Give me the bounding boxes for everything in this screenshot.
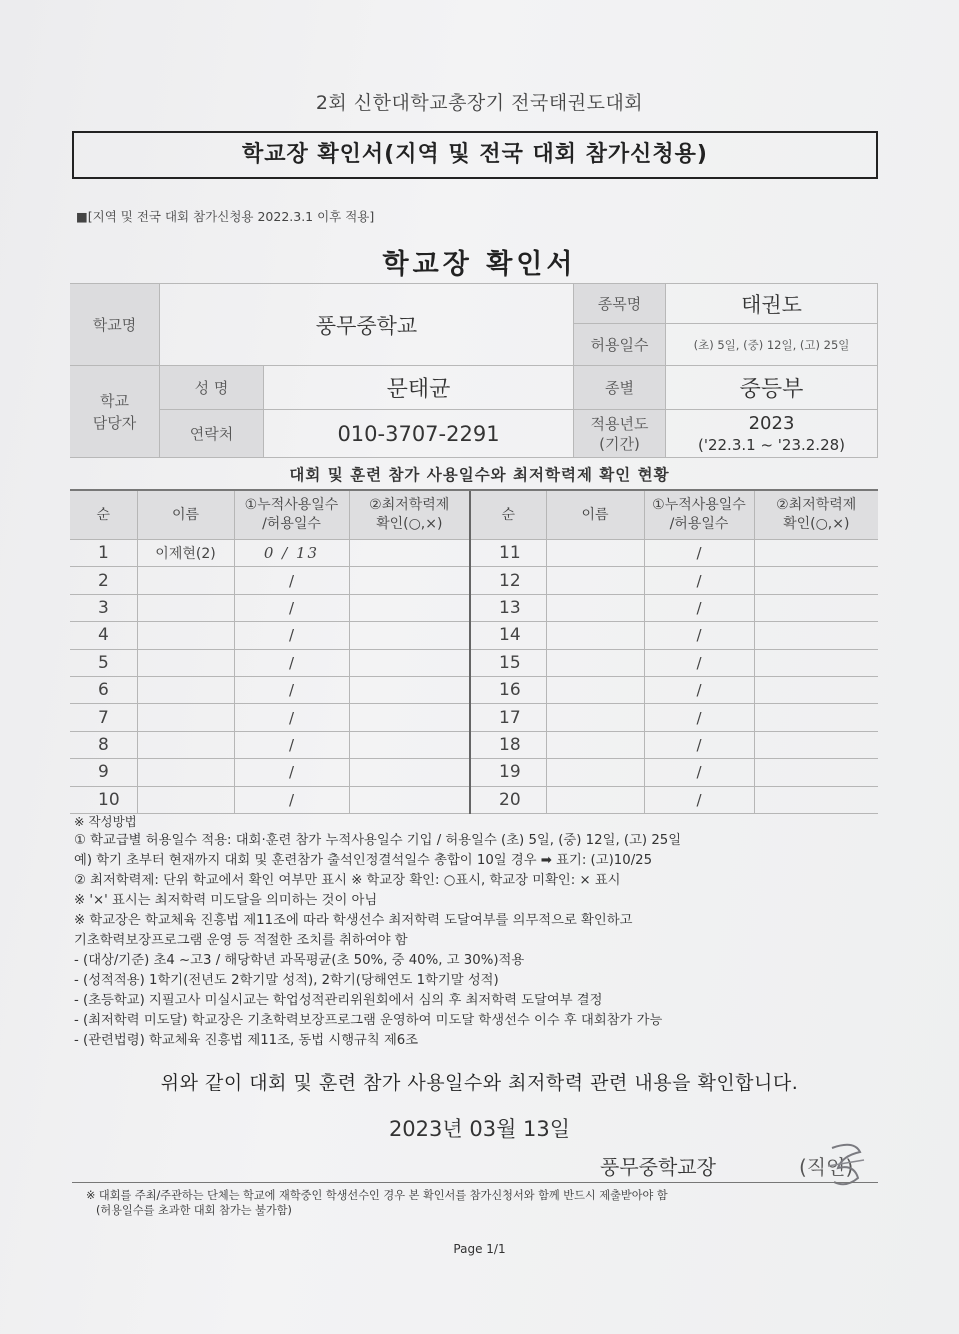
days-cell: /	[234, 704, 349, 731]
applicability-note: ■[지역 및 전국 대회 참가신청용 2022.3.1 이후 적용]	[76, 209, 375, 224]
no-cell: 12	[470, 567, 546, 594]
manager-label: 학교 담당자	[70, 366, 160, 458]
name-cell	[546, 540, 644, 567]
no-cell: 8	[70, 731, 137, 758]
status-section-title: 대회 및 훈련 참가 사용일수와 최저학력제 확인 현황	[289, 466, 670, 484]
days-cell: /	[234, 594, 349, 621]
category-value: 중등부	[666, 366, 878, 410]
name-cell	[137, 622, 234, 649]
footer-divider	[72, 1182, 878, 1183]
table-row	[70, 567, 878, 594]
applicable-year-label: 적용년도 (기간)	[574, 410, 666, 458]
check-cell	[754, 567, 878, 594]
no-cell: 9	[70, 759, 137, 786]
name-cell	[546, 759, 644, 786]
document-title: 학교장 확인서	[382, 249, 577, 280]
allowed-days-label: 허용일수	[574, 324, 666, 366]
instruction-line: 기초학력보장프로그램 운영 등 적절한 조치를 취하여야 함	[74, 933, 408, 948]
table-row	[70, 540, 878, 567]
name-cell	[137, 649, 234, 676]
name-cell	[546, 622, 644, 649]
check-cell	[754, 704, 878, 731]
table-row	[70, 594, 878, 621]
name-cell	[137, 567, 234, 594]
sport-label: 종목명	[574, 284, 666, 324]
name-cell: 이제현(2)	[137, 540, 234, 567]
check-cell	[349, 704, 470, 731]
days-cell: /	[644, 704, 754, 731]
check-cell	[754, 649, 878, 676]
sport-value: 태권도	[666, 284, 878, 324]
table-row	[70, 759, 878, 786]
instruction-line: ※ 작성방법	[74, 814, 137, 829]
col-no-left: 순	[70, 491, 137, 540]
days-cell: /	[234, 567, 349, 594]
col-name-left: 이름	[137, 491, 234, 540]
check-cell	[349, 759, 470, 786]
no-cell: 6	[70, 676, 137, 703]
name-cell	[546, 594, 644, 621]
days-cell: /	[644, 567, 754, 594]
no-cell: 7	[70, 704, 137, 731]
official-seal-label: (직인)	[799, 1155, 854, 1179]
table-row	[70, 622, 878, 649]
check-cell	[349, 649, 470, 676]
check-cell	[754, 540, 878, 567]
check-cell	[349, 676, 470, 703]
days-cell: /	[234, 676, 349, 703]
footnote-line-1: ※ 대회를 주최/주관하는 단체는 학교에 재학중인 학생선수인 경우 본 확인서를 참가신청서와 함께 반드시 제출받아야 함	[86, 1189, 668, 1202]
applicable-period-value: ('22.3.1 ~ '23.2.28)	[697, 435, 846, 454]
check-cell	[754, 594, 878, 621]
name-cell	[546, 704, 644, 731]
principal-title: 풍무중학교장	[600, 1155, 716, 1179]
table-row	[70, 704, 878, 731]
contact-value: 010-3707-2291	[264, 410, 574, 458]
issue-date: 2023년 03월 13일	[388, 1117, 571, 1141]
no-cell: 3	[70, 594, 137, 621]
name-cell	[546, 786, 644, 813]
check-cell	[754, 622, 878, 649]
event-title: 2회 신한대학교총장기 전국태권도대회	[315, 92, 644, 114]
days-cell: /	[234, 786, 349, 813]
name-cell	[137, 786, 234, 813]
name-cell	[546, 731, 644, 758]
instruction-line: - (초등학교) 지필고사 미실시교는 학업성적관리위원회에서 심의 후 최저학력 도달여부 결정	[74, 993, 603, 1008]
no-cell: 10	[70, 786, 137, 813]
check-cell	[349, 786, 470, 813]
table-header-row	[70, 491, 878, 540]
instruction-line: - (최저학력 미도달) 학교장은 기초학력보장프로그램 운영하여 미도달 학생선수 이수 후 대회참가 가능	[74, 1013, 663, 1028]
table-row	[70, 649, 878, 676]
instruction-line: ※ '×' 표시는 최저학력 미도달을 의미하는 것이 아님	[74, 893, 378, 908]
check-cell	[349, 540, 470, 567]
contact-label: 연락처	[160, 410, 264, 458]
table-row	[70, 786, 878, 813]
check-cell	[349, 594, 470, 621]
form-title-box: 학교장 확인서(지역 및 전국 대회 참가신청용)	[72, 131, 878, 179]
school-label: 학교명	[70, 284, 160, 366]
name-cell	[546, 567, 644, 594]
applicable-year-cell	[666, 410, 878, 458]
category-label: 종별	[574, 366, 666, 410]
check-cell	[349, 567, 470, 594]
check-cell	[349, 622, 470, 649]
days-cell: /	[234, 759, 349, 786]
name-cell	[546, 649, 644, 676]
name-cell	[137, 731, 234, 758]
applicable-year-value: 2023	[748, 412, 795, 434]
days-cell: /	[644, 786, 754, 813]
days-cell: 0 / 13	[234, 540, 349, 567]
no-cell: 4	[70, 622, 137, 649]
days-cell: /	[644, 676, 754, 703]
instruction-line: ② 최저학력제: 단위 학교에서 확인 여부만 표시 ※ 학교장 확인: ○표시, 학교장 미확인: × 표시	[74, 873, 621, 888]
no-cell: 20	[470, 786, 546, 813]
instruction-line: - (대상/기준) 초4 ~고3 / 해당학년 과목평균(초 50%, 중 40%, 고 30%)적용	[74, 953, 525, 968]
participation-table	[70, 489, 878, 814]
manager-name-value: 문태균	[264, 366, 574, 410]
days-cell: /	[644, 594, 754, 621]
name-cell	[137, 676, 234, 703]
no-cell: 5	[70, 649, 137, 676]
name-cell	[137, 759, 234, 786]
col-days-right: ①누적사용일수 /허용일수	[644, 491, 754, 540]
days-cell: /	[234, 622, 349, 649]
confirmation-statement: 위와 같이 대회 및 훈련 참가 사용일수와 최저학력 관련 내용을 확인합니다.	[160, 1072, 799, 1094]
check-cell	[754, 786, 878, 813]
days-cell: /	[644, 622, 754, 649]
no-cell: 1	[70, 540, 137, 567]
allowed-days-value: (초) 5일, (중) 12일, (고) 25일	[666, 324, 878, 366]
col-check-left: ②최저학력제 확인(○,×)	[349, 491, 470, 540]
days-cell: /	[234, 649, 349, 676]
footnote-line-2: (허용일수를 초과한 대회 참가는 불가함)	[96, 1204, 292, 1217]
name-cell	[137, 704, 234, 731]
page-number: Page 1/1	[453, 1242, 506, 1256]
submission-footnote	[86, 1188, 876, 1218]
instruction-line: - (성적적용) 1학기(전년도 2학기말 성적), 2학기(당해연도 1학기말 성적)	[74, 973, 499, 988]
no-cell: 19	[470, 759, 546, 786]
no-cell: 18	[470, 731, 546, 758]
table-row	[70, 731, 878, 758]
days-cell: /	[234, 731, 349, 758]
no-cell: 11	[470, 540, 546, 567]
instruction-line: - (관련법령) 학교체육 진흥법 제11조, 동법 시행규칙 제6조	[74, 1033, 419, 1048]
days-cell: /	[644, 649, 754, 676]
col-no-right: 순	[470, 491, 546, 540]
no-cell: 15	[470, 649, 546, 676]
col-days-left: ①누적사용일수 /허용일수	[234, 491, 349, 540]
school-value: 풍무중학교	[160, 284, 574, 366]
name-label: 성 명	[160, 366, 264, 410]
days-cell: /	[644, 759, 754, 786]
check-cell	[754, 759, 878, 786]
instruction-line: 예) 학기 초부터 현재까지 대회 및 훈련참가 출석인정결석일수 총합이 10일 경우 ➡ 표기: (고)10/25	[74, 853, 653, 868]
instruction-line: ① 학교급별 허용일수 적용: 대회·훈련 참가 누적사용일수 기입 / 허용일수 (초) 5일, (중) 12일, (고) 25일	[74, 833, 682, 848]
no-cell: 17	[470, 704, 546, 731]
days-cell: /	[644, 731, 754, 758]
check-cell	[349, 731, 470, 758]
check-cell	[754, 676, 878, 703]
no-cell: 16	[470, 676, 546, 703]
col-name-right: 이름	[546, 491, 644, 540]
check-cell	[754, 731, 878, 758]
instruction-line: ※ 학교장은 학교체육 진흥법 제11조에 따라 학생선수 최저학력 도달여부를 의무적으로 확인하고	[74, 913, 633, 928]
name-cell	[546, 676, 644, 703]
col-check-right: ②최저학력제 확인(○,×)	[754, 491, 878, 540]
name-cell	[137, 594, 234, 621]
no-cell: 14	[470, 622, 546, 649]
no-cell: 2	[70, 567, 137, 594]
days-cell: /	[644, 540, 754, 567]
school-info-grid	[70, 283, 878, 458]
no-cell: 13	[470, 594, 546, 621]
writing-instructions	[74, 813, 874, 1051]
table-row	[70, 676, 878, 703]
